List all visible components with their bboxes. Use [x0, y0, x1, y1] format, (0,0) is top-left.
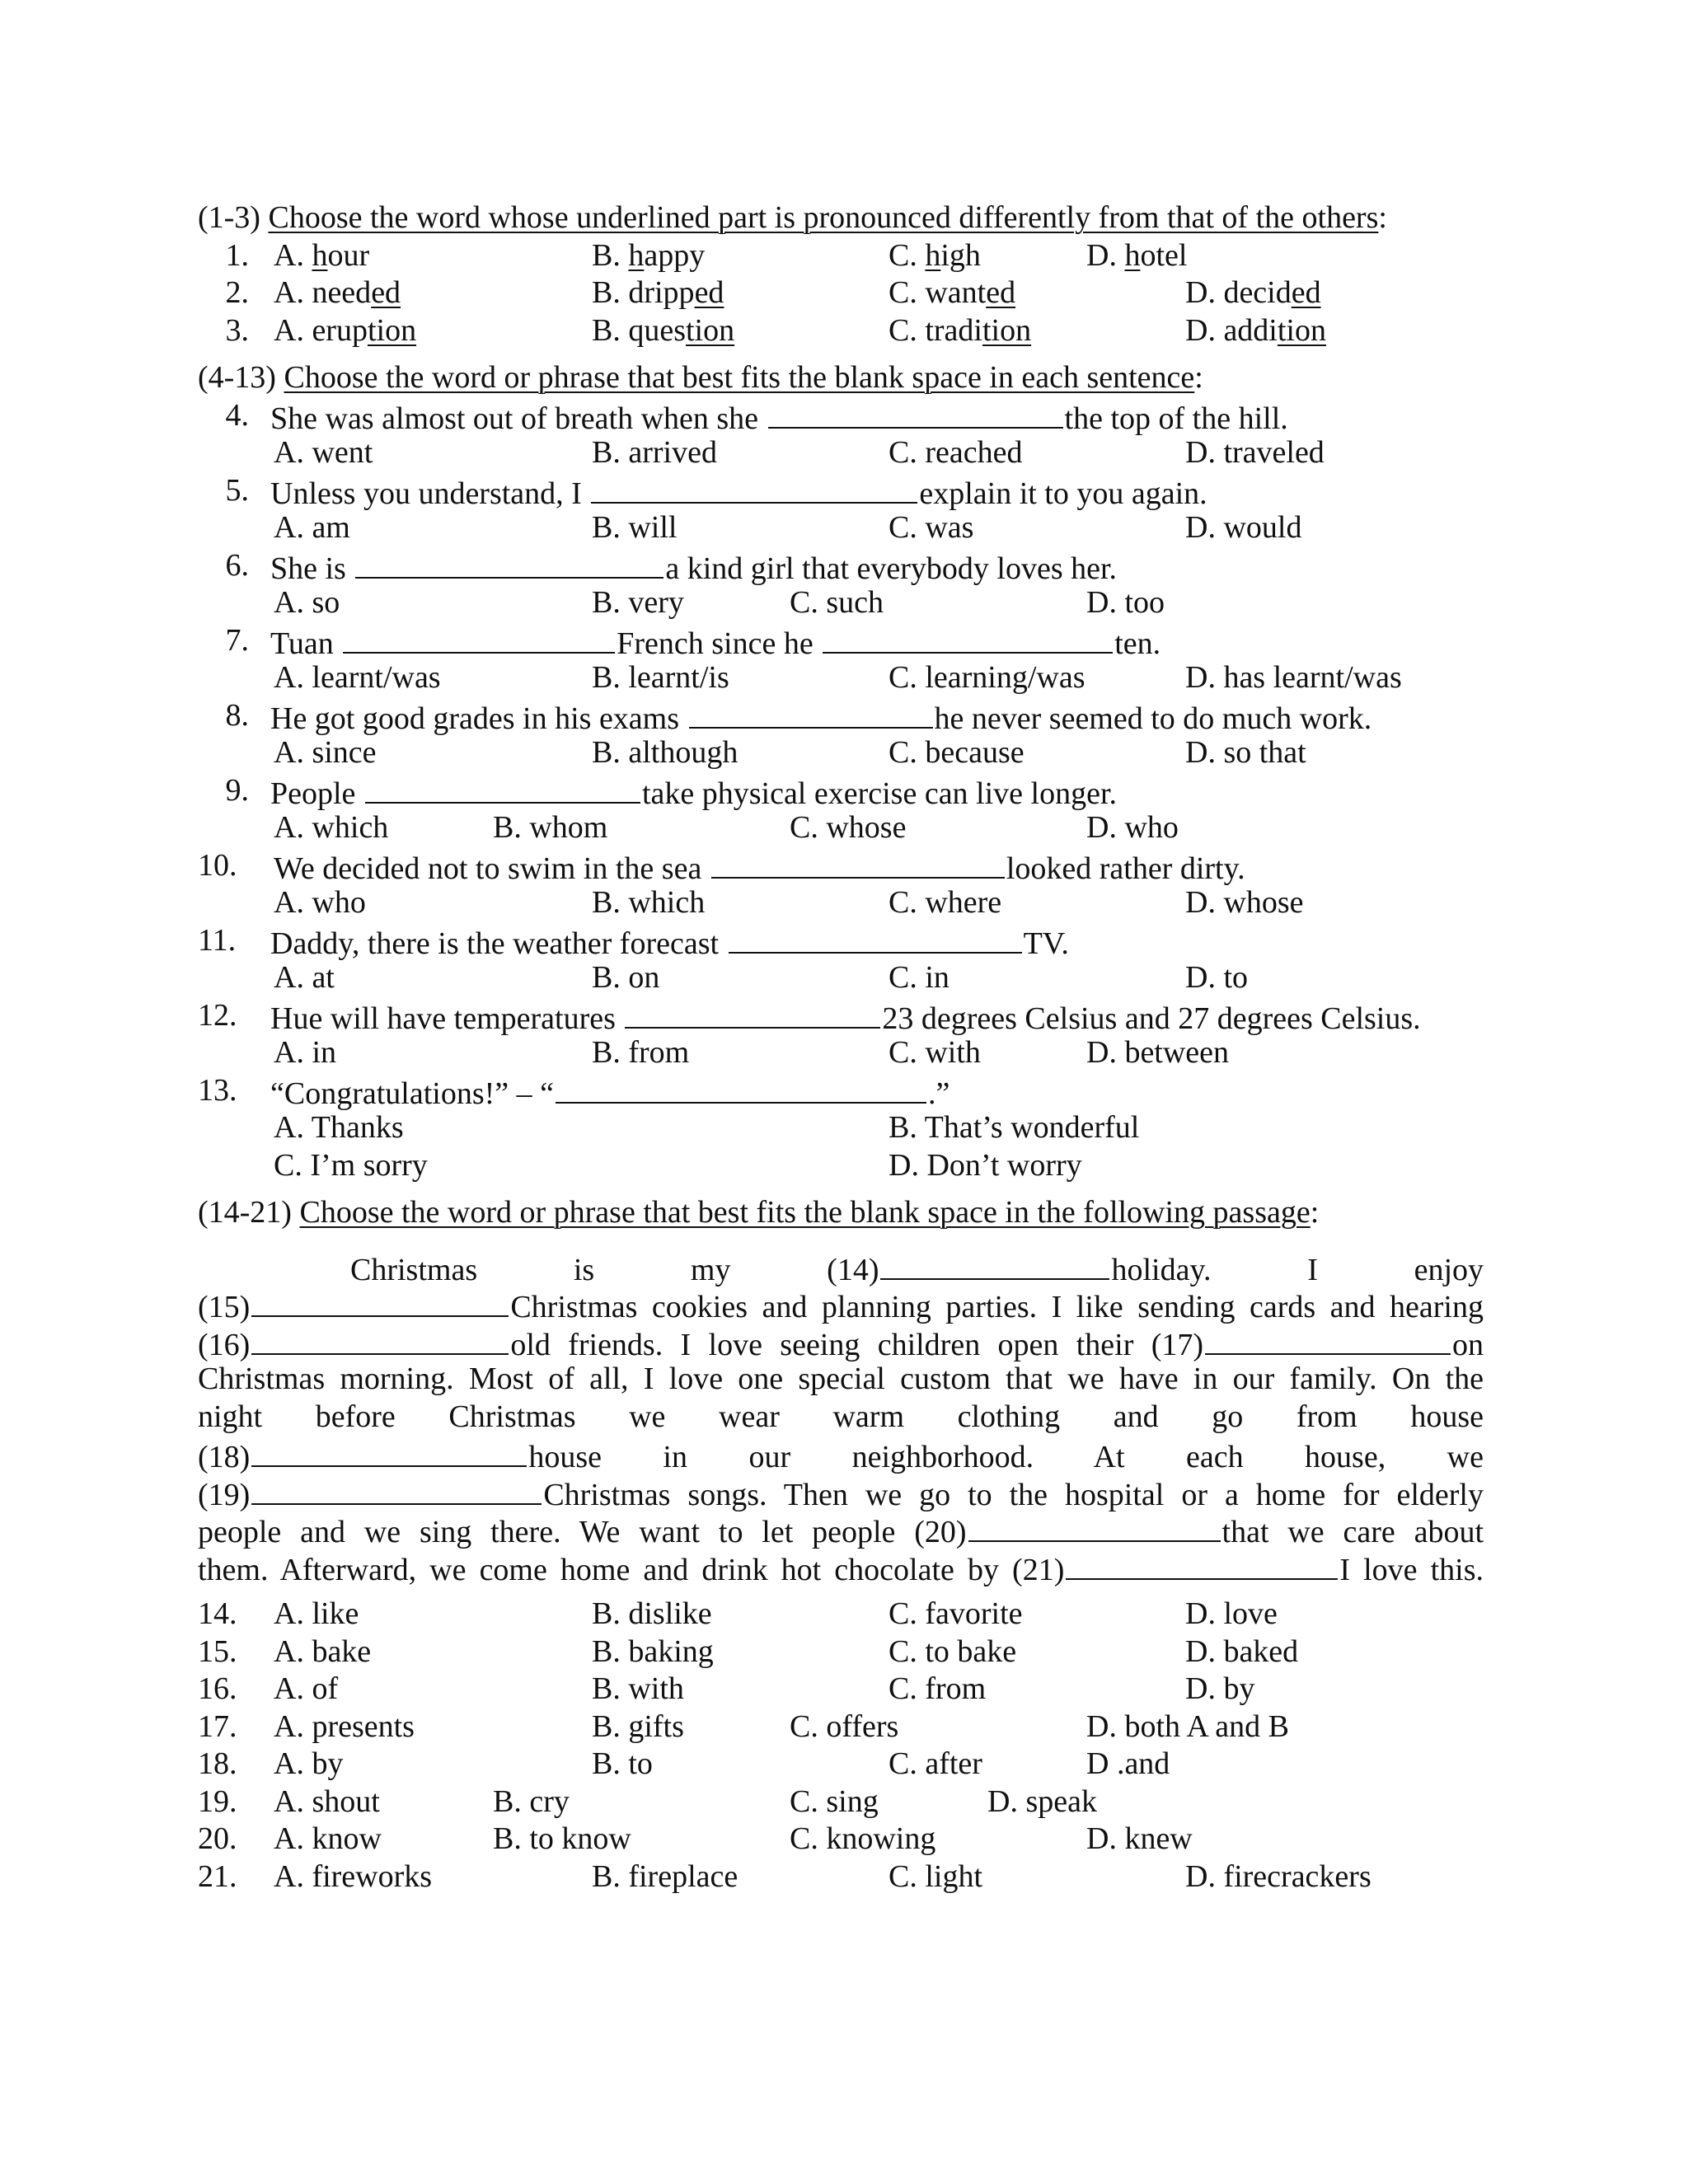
- question-text: He got good grades in his exams he never seemed to do much work.: [270, 697, 1372, 738]
- passage-line: (18) house in our neighborhood. At each house, we: [198, 1436, 1484, 1474]
- option-c[interactable]: C. favorite: [889, 1596, 1023, 1631]
- question-row: [198, 312, 1484, 350]
- option-c[interactable]: C. learning/was: [889, 660, 1085, 695]
- option-a[interactable]: A. learnt/was: [274, 660, 441, 695]
- options-row: [198, 434, 1484, 472]
- question-number: 4.: [225, 397, 249, 433]
- option-a[interactable]: A. since: [274, 735, 377, 770]
- option-d[interactable]: D. firecrackers: [1185, 1858, 1372, 1894]
- options-row: [198, 1109, 1484, 1147]
- question-text: Unless you understand, I explain it to you again.: [270, 472, 1207, 513]
- option-c[interactable]: C. wanted: [889, 275, 1016, 310]
- option-d[interactable]: D .and: [1086, 1746, 1170, 1781]
- question-number: 2.: [225, 275, 249, 310]
- passage-line: (16) old friends. I love seeing children open their (17) on: [198, 1324, 1484, 1361]
- option-b[interactable]: B. on: [592, 960, 660, 995]
- option-a[interactable]: A. who: [274, 885, 366, 920]
- answer-options-row: [198, 1821, 1484, 1858]
- option-a[interactable]: A. shout: [274, 1783, 380, 1819]
- section-3-header: [198, 1194, 1484, 1232]
- section-2-instruction: Choose the word or phrase that best fits the blank space in each sentence: [284, 360, 1195, 395]
- answer-blank[interactable]: [823, 622, 1113, 654]
- section-3-instruction: Choose the word or phrase that best fits the blank space in the following passage: [299, 1195, 1311, 1230]
- answer-blank[interactable]: [343, 622, 615, 654]
- answer-blank[interactable]: [556, 1072, 926, 1104]
- question-row: [198, 1072, 1484, 1110]
- question-number: 12.: [198, 997, 237, 1033]
- section-2-suffix: :: [1194, 360, 1203, 395]
- section-2-prefix: (4-13): [198, 360, 284, 395]
- answer-blank[interactable]: [729, 922, 1022, 954]
- option-d[interactable]: D. by: [1185, 1671, 1255, 1706]
- option-b[interactable]: B. to: [592, 1746, 653, 1781]
- answer-options-row: [198, 1783, 1484, 1821]
- option-a[interactable]: A. by: [274, 1746, 344, 1781]
- section-2-header: [198, 359, 1484, 397]
- answer-blank-17[interactable]: [1205, 1324, 1451, 1355]
- question-number: 6.: [225, 547, 249, 583]
- option-d[interactable]: D. addition: [1185, 312, 1326, 348]
- question-row: [198, 274, 1484, 312]
- question-number: 11.: [198, 922, 237, 958]
- question-number: 20.: [198, 1821, 237, 1856]
- question-text: Tuan French since he ten.: [270, 622, 1160, 663]
- option-c[interactable]: C. offers: [790, 1708, 899, 1744]
- option-a[interactable]: A. bake: [274, 1633, 372, 1669]
- question-text: People take physical exercise can live longer.: [270, 772, 1117, 813]
- options-row: [198, 584, 1484, 622]
- answer-options-row: [198, 1746, 1484, 1783]
- passage-line: Christmas morning. Most of all, I love one special custom that we have in our family. On the: [198, 1361, 1484, 1396]
- option-a[interactable]: A. so: [274, 585, 340, 620]
- question-number: 5.: [225, 472, 249, 508]
- question-text: She was almost out of breath when she the top of the hill.: [270, 397, 1288, 438]
- option-a[interactable]: A. went: [274, 435, 373, 470]
- question-row: [198, 922, 1484, 960]
- answer-blank[interactable]: [625, 997, 880, 1029]
- section-1-instruction: Choose the word whose underlined part is pronounced differently from that of the others: [268, 200, 1379, 235]
- option-d[interactable]: D. love: [1185, 1596, 1278, 1631]
- option-d[interactable]: D. speak: [987, 1783, 1097, 1819]
- option-c[interactable]: C. high: [889, 237, 981, 273]
- question-row: [198, 397, 1484, 435]
- option-b[interactable]: B. cry: [493, 1783, 570, 1819]
- option-b[interactable]: B. which: [592, 885, 706, 920]
- question-number: 13.: [198, 1072, 237, 1108]
- option-a[interactable]: A. which: [274, 810, 389, 845]
- answer-options-row: [198, 1633, 1484, 1671]
- question-row: [198, 237, 1484, 275]
- section-1-header: [198, 199, 1484, 237]
- answer-blank[interactable]: [355, 547, 663, 579]
- option-d[interactable]: D. too: [1086, 585, 1165, 620]
- options-row: [198, 509, 1484, 547]
- answer-blank[interactable]: [365, 772, 640, 804]
- options-row: [198, 884, 1484, 922]
- option-d[interactable]: D. so that: [1185, 735, 1306, 770]
- option-a[interactable]: A. Thanks: [274, 1110, 404, 1145]
- option-c[interactable]: C. sing: [790, 1783, 879, 1819]
- question-row: [198, 547, 1484, 585]
- option-c[interactable]: C. in: [889, 960, 950, 995]
- option-b[interactable]: B. gifts: [592, 1708, 684, 1744]
- option-d[interactable]: D. whose: [1185, 885, 1304, 920]
- option-d[interactable]: D. between: [1086, 1035, 1230, 1070]
- section-3-suffix: :: [1310, 1195, 1320, 1230]
- option-c[interactable]: C. reached: [889, 435, 1023, 470]
- option-d[interactable]: D. who: [1086, 810, 1179, 845]
- answer-blank-14[interactable]: [880, 1249, 1109, 1280]
- question-number: 7.: [225, 622, 249, 658]
- passage-line: people and we sing there. We want to let people (20) that we care about: [198, 1511, 1484, 1549]
- question-row: [198, 472, 1484, 510]
- answer-options-row: [198, 1858, 1484, 1896]
- option-b[interactable]: B. whom: [493, 810, 608, 845]
- section-1-prefix: (1-3): [198, 200, 269, 235]
- question-row: [198, 772, 1484, 810]
- option-b[interactable]: B. arrived: [592, 435, 717, 470]
- option-d[interactable]: D. baked: [1185, 1633, 1299, 1669]
- question-row: [198, 697, 1484, 735]
- option-d[interactable]: D. knew: [1086, 1821, 1193, 1856]
- question-text: She is a kind girl that everybody loves her.: [270, 547, 1117, 588]
- option-c[interactable]: C. where: [889, 885, 1002, 920]
- cloze-passage: [198, 1249, 1484, 1586]
- answer-blank-18[interactable]: [251, 1436, 527, 1467]
- options-row: [198, 809, 1484, 847]
- options-row: [198, 734, 1484, 772]
- option-d[interactable]: D. traveled: [1185, 435, 1325, 470]
- options-row: [198, 959, 1484, 997]
- question-text: We decided not to swim in the sea looked rather dirty.: [274, 847, 1245, 888]
- option-c[interactable]: C. from: [889, 1671, 987, 1706]
- option-b[interactable]: B. fireplace: [592, 1858, 738, 1894]
- passage-line: Christmas is my (14) holiday. I enjoy: [198, 1249, 1484, 1286]
- question-text: Hue will have temperatures 23 degrees Celsius and 27 degrees Celsius.: [270, 997, 1421, 1038]
- option-b[interactable]: B. from: [592, 1035, 690, 1070]
- question-text: Daddy, there is the weather forecast TV.: [270, 922, 1069, 963]
- passage-line: night before Christmas we wear warm clothing and go from house: [198, 1399, 1484, 1434]
- option-b[interactable]: B. very: [592, 585, 684, 620]
- question-number: 9.: [225, 772, 249, 808]
- option-a[interactable]: A. of: [274, 1671, 339, 1706]
- option-b[interactable]: B. with: [592, 1671, 684, 1706]
- option-b[interactable]: B. question: [592, 312, 735, 348]
- answer-blank[interactable]: [591, 472, 917, 504]
- option-a[interactable]: A. am: [274, 510, 350, 545]
- option-c[interactable]: C. such: [790, 585, 884, 620]
- option-c[interactable]: C. was: [889, 510, 974, 545]
- option-b[interactable]: B. baking: [592, 1633, 714, 1669]
- answer-blank-20[interactable]: [968, 1511, 1221, 1542]
- option-b[interactable]: B. to know: [493, 1821, 631, 1856]
- answer-blank[interactable]: [768, 397, 1063, 429]
- answer-blank[interactable]: [689, 697, 933, 729]
- option-c[interactable]: C. I’m sorry: [274, 1147, 428, 1183]
- answer-blank-15[interactable]: [251, 1286, 509, 1317]
- option-d[interactable]: D. has learnt/was: [1185, 660, 1402, 695]
- option-a[interactable]: A. presents: [274, 1708, 415, 1744]
- option-b[interactable]: B. dripped: [592, 275, 724, 310]
- answer-blank-16[interactable]: [251, 1324, 509, 1355]
- question-number: 14.: [198, 1596, 237, 1631]
- option-c[interactable]: C. whose: [790, 810, 907, 845]
- option-c[interactable]: C. light: [889, 1858, 983, 1894]
- answer-blank-19[interactable]: [251, 1474, 542, 1505]
- question-number: 16.: [198, 1671, 237, 1706]
- option-b[interactable]: B. happy: [592, 237, 706, 273]
- option-d[interactable]: D. hotel: [1086, 237, 1188, 273]
- worksheet-content: [198, 199, 1484, 1896]
- question-row: [198, 847, 1484, 885]
- question-number: 21.: [198, 1858, 237, 1894]
- answer-options-row: [198, 1708, 1484, 1746]
- question-number: 19.: [198, 1783, 237, 1819]
- option-a[interactable]: A. needed: [274, 275, 401, 310]
- question-row: [198, 997, 1484, 1035]
- answer-options-row: [198, 1596, 1484, 1633]
- option-c[interactable]: C. knowing: [790, 1821, 936, 1856]
- section-3-prefix: (14-21): [198, 1195, 300, 1230]
- option-c[interactable]: C. because: [889, 735, 1025, 770]
- option-a[interactable]: A. eruption: [274, 312, 417, 348]
- option-d[interactable]: D. would: [1185, 510, 1302, 545]
- question-row: [198, 622, 1484, 660]
- option-a[interactable]: A. hour: [274, 237, 370, 273]
- option-a[interactable]: A. know: [274, 1821, 382, 1856]
- passage-line: (15) Christmas cookies and planning parties. I like sending cards and hearing: [198, 1286, 1484, 1324]
- question-number: 15.: [198, 1633, 237, 1669]
- passage-line: (19) Christmas songs. Then we go to the hospital or a home for elderly: [198, 1474, 1484, 1511]
- option-b[interactable]: B. That’s wonderful: [889, 1110, 1140, 1145]
- option-d[interactable]: D. both A and B: [1086, 1708, 1289, 1744]
- question-number: 8.: [225, 697, 249, 733]
- options-row: [198, 1147, 1484, 1185]
- option-a[interactable]: A. like: [274, 1596, 359, 1631]
- section-1-suffix: :: [1378, 200, 1387, 235]
- answer-blank-21[interactable]: [1066, 1549, 1338, 1580]
- option-d[interactable]: D. decided: [1185, 275, 1321, 310]
- passage-line: them. Afterward, we come home and drink hot chocolate by (21) I love this.: [198, 1549, 1484, 1586]
- option-d[interactable]: D. to: [1185, 960, 1248, 995]
- answer-blank[interactable]: [711, 847, 1005, 879]
- options-row: [198, 659, 1484, 697]
- option-a[interactable]: A. at: [274, 960, 335, 995]
- question-number: 10.: [198, 847, 237, 883]
- options-row: [198, 1034, 1484, 1072]
- option-a[interactable]: A. fireworks: [274, 1858, 433, 1894]
- question-number: 18.: [198, 1746, 237, 1781]
- option-c[interactable]: C. tradition: [889, 312, 1032, 348]
- question-text: “Congratulations!” – “ .”: [270, 1072, 950, 1113]
- option-a[interactable]: A. in: [274, 1035, 336, 1070]
- option-b[interactable]: B. although: [592, 735, 738, 770]
- option-c[interactable]: C. to bake: [889, 1633, 1017, 1669]
- question-number: 3.: [225, 312, 249, 348]
- option-b[interactable]: B. dislike: [592, 1596, 712, 1631]
- answer-options-row: [198, 1671, 1484, 1708]
- option-b[interactable]: B. learnt/is: [592, 660, 729, 695]
- question-number: 17.: [198, 1708, 237, 1744]
- question-number: 1.: [225, 237, 249, 273]
- option-c[interactable]: C. after: [889, 1746, 982, 1781]
- option-d[interactable]: D. Don’t worry: [889, 1147, 1082, 1183]
- option-b[interactable]: B. will: [592, 510, 678, 545]
- option-c[interactable]: C. with: [889, 1035, 981, 1070]
